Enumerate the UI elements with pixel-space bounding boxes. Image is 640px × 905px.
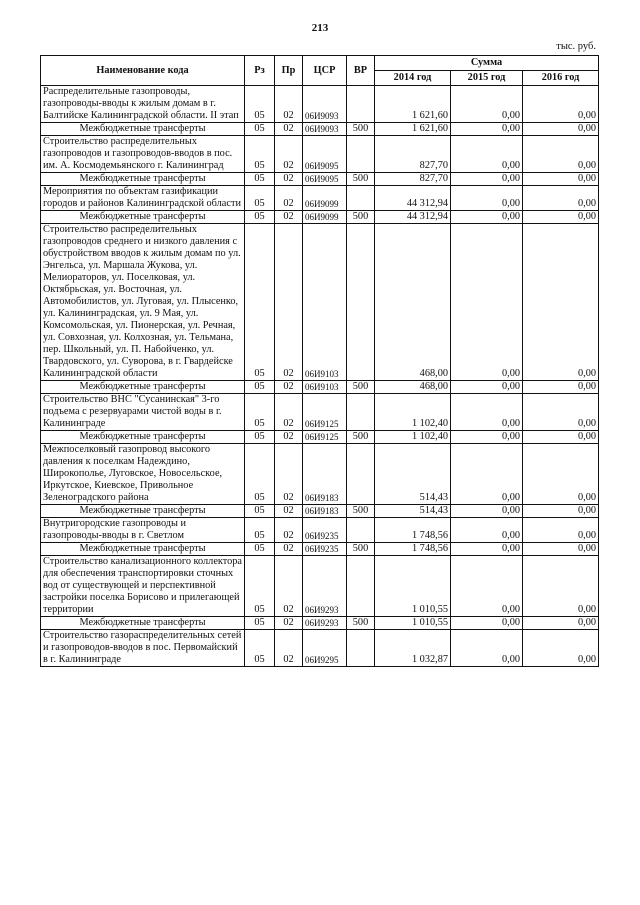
unit-label: тыс. руб. — [556, 41, 596, 52]
cell-vr — [347, 86, 375, 123]
cell-y2014: 1 748,56 — [375, 543, 451, 556]
cell-y2015: 0,00 — [451, 381, 523, 394]
header-sum: Сумма — [375, 56, 599, 71]
cell-vr: 500 — [347, 123, 375, 136]
cell-y2015: 0,00 — [451, 173, 523, 186]
cell-csr: 06И9103 — [303, 224, 347, 381]
cell-y2016: 0,00 — [523, 123, 599, 136]
cell-vr — [347, 136, 375, 173]
table-row — [41, 444, 599, 505]
cell-y2015: 0,00 — [451, 556, 523, 617]
cell-y2014: 827,70 — [375, 173, 451, 186]
cell-vr: 500 — [347, 543, 375, 556]
cell-y2015: 0,00 — [451, 186, 523, 211]
cell-csr: 06И9099 — [303, 211, 347, 224]
header-rz: Рз — [245, 56, 275, 86]
cell-rz: 05 — [245, 86, 275, 123]
cell-csr: 06И9095 — [303, 136, 347, 173]
table-row — [41, 136, 599, 173]
table-body — [41, 86, 599, 667]
cell-y2014: 514,43 — [375, 444, 451, 505]
cell-y2014: 1 621,60 — [375, 86, 451, 123]
cell-csr: 06И9293 — [303, 617, 347, 630]
header-csr: ЦСР — [303, 56, 347, 86]
cell-csr: 06И9183 — [303, 505, 347, 518]
cell-pr: 02 — [275, 630, 303, 667]
cell-csr: 06И9125 — [303, 394, 347, 431]
cell-name: Внутригородские газопроводы и газопроводы-вводы в г. Светлом — [41, 518, 245, 543]
cell-csr: 06И9293 — [303, 556, 347, 617]
budget-table — [40, 55, 599, 667]
cell-name: Мероприятия по объектам газификации городов и районов Калининградской области — [41, 186, 245, 211]
cell-pr: 02 — [275, 543, 303, 556]
cell-vr: 500 — [347, 505, 375, 518]
cell-vr — [347, 444, 375, 505]
cell-vr: 500 — [347, 617, 375, 630]
cell-y2014: 1 010,55 — [375, 617, 451, 630]
cell-y2015: 0,00 — [451, 86, 523, 123]
cell-name: Строительство распределительных газопроводов среднего и низкого давления с обустройством вводов к жилым домам по ул. Энгельса, ул. Маршала Жукова, ул. Мелиораторов, ул. Поселковая, ул. Октябрьская, ул. Восточная, ул. Автомобилистов, ул. Луговая, ул. Плысенко, ул. Калининградская, ул. 9 Мая, ул. Комсомольская, ул. Пионерская, ул. Речная, ул. Совхозная, ул. Колхозная, ул. Тельмана, пер. Школьный, ул. П. Набойченко, ул. Твардовского, ул. Суворова, в г. Гвардейске Калининградской области — [41, 224, 245, 381]
cell-csr: 06И9093 — [303, 86, 347, 123]
header-year-2015: 2015 год — [451, 71, 523, 86]
cell-y2016: 0,00 — [523, 505, 599, 518]
header-vr: ВР — [347, 56, 375, 86]
cell-y2016: 0,00 — [523, 211, 599, 224]
cell-vr — [347, 394, 375, 431]
cell-y2016: 0,00 — [523, 186, 599, 211]
cell-pr: 02 — [275, 394, 303, 431]
cell-vr: 500 — [347, 381, 375, 394]
header-pr: Пр — [275, 56, 303, 86]
cell-y2014: 1 748,56 — [375, 518, 451, 543]
table-row — [41, 617, 599, 630]
table-row — [41, 394, 599, 431]
cell-rz: 05 — [245, 173, 275, 186]
cell-vr: 500 — [347, 211, 375, 224]
cell-rz: 05 — [245, 136, 275, 173]
cell-rz: 05 — [245, 186, 275, 211]
cell-csr: 06И9093 — [303, 123, 347, 136]
cell-vr: 500 — [347, 173, 375, 186]
cell-vr — [347, 186, 375, 211]
cell-pr: 02 — [275, 381, 303, 394]
cell-y2015: 0,00 — [451, 505, 523, 518]
cell-pr: 02 — [275, 136, 303, 173]
cell-name: Межбюджетные трансферты — [41, 211, 245, 224]
cell-pr: 02 — [275, 518, 303, 543]
cell-y2015: 0,00 — [451, 518, 523, 543]
cell-y2014: 1 032,87 — [375, 630, 451, 667]
table-row — [41, 224, 599, 381]
cell-csr: 06И9125 — [303, 431, 347, 444]
cell-y2014: 827,70 — [375, 136, 451, 173]
cell-rz: 05 — [245, 630, 275, 667]
cell-csr: 06И9103 — [303, 381, 347, 394]
cell-y2016: 0,00 — [523, 224, 599, 381]
cell-csr: 06И9095 — [303, 173, 347, 186]
cell-y2016: 0,00 — [523, 381, 599, 394]
table-row — [41, 556, 599, 617]
cell-y2014: 468,00 — [375, 381, 451, 394]
cell-csr: 06И9099 — [303, 186, 347, 211]
cell-y2016: 0,00 — [523, 86, 599, 123]
cell-rz: 05 — [245, 394, 275, 431]
cell-pr: 02 — [275, 186, 303, 211]
cell-y2016: 0,00 — [523, 543, 599, 556]
cell-y2014: 1 102,40 — [375, 431, 451, 444]
cell-vr — [347, 224, 375, 381]
cell-vr — [347, 518, 375, 543]
cell-y2016: 0,00 — [523, 617, 599, 630]
cell-y2016: 0,00 — [523, 630, 599, 667]
cell-rz: 05 — [245, 381, 275, 394]
cell-y2015: 0,00 — [451, 543, 523, 556]
cell-name: Межбюджетные трансферты — [41, 123, 245, 136]
cell-vr — [347, 630, 375, 667]
cell-y2015: 0,00 — [451, 431, 523, 444]
cell-csr: 06И9235 — [303, 518, 347, 543]
cell-pr: 02 — [275, 444, 303, 505]
cell-rz: 05 — [245, 224, 275, 381]
cell-name: Межбюджетные трансферты — [41, 381, 245, 394]
cell-csr: 06И9295 — [303, 630, 347, 667]
cell-y2015: 0,00 — [451, 224, 523, 381]
cell-csr: 06И9235 — [303, 543, 347, 556]
table-row — [41, 518, 599, 543]
cell-vr: 500 — [347, 431, 375, 444]
cell-pr: 02 — [275, 505, 303, 518]
cell-y2015: 0,00 — [451, 394, 523, 431]
cell-pr: 02 — [275, 86, 303, 123]
cell-y2015: 0,00 — [451, 630, 523, 667]
table-row — [41, 173, 599, 186]
cell-rz: 05 — [245, 431, 275, 444]
cell-pr: 02 — [275, 556, 303, 617]
cell-name: Распределительные газопроводы, газопроводы-вводы к жилым домам в г. Балтийске Калининградской области. II этап — [41, 86, 245, 123]
table-row — [41, 381, 599, 394]
table-row — [41, 186, 599, 211]
table-row — [41, 431, 599, 444]
table-row — [41, 123, 599, 136]
cell-y2016: 0,00 — [523, 556, 599, 617]
cell-name: Межбюджетные трансферты — [41, 173, 245, 186]
cell-y2014: 468,00 — [375, 224, 451, 381]
header-year-2016: 2016 год — [523, 71, 599, 86]
cell-y2016: 0,00 — [523, 394, 599, 431]
cell-rz: 05 — [245, 444, 275, 505]
cell-y2016: 0,00 — [523, 173, 599, 186]
table-row — [41, 630, 599, 667]
table-row — [41, 505, 599, 518]
page-number: 213 — [311, 22, 329, 34]
cell-name: Строительство ВНС "Сусанинская" 3-го подъема с резервуарами чистой воды в г. Калининграде — [41, 394, 245, 431]
cell-rz: 05 — [245, 505, 275, 518]
cell-name: Межбюджетные трансферты — [41, 617, 245, 630]
cell-name: Строительство газораспределительных сетей и газопроводов-вводов в пос. Первомайский в г. Калининграде — [41, 630, 245, 667]
cell-pr: 02 — [275, 617, 303, 630]
cell-y2014: 1 010,55 — [375, 556, 451, 617]
table-row — [41, 211, 599, 224]
cell-rz: 05 — [245, 518, 275, 543]
cell-y2015: 0,00 — [451, 617, 523, 630]
cell-y2016: 0,00 — [523, 431, 599, 444]
cell-y2014: 514,43 — [375, 505, 451, 518]
cell-y2016: 0,00 — [523, 518, 599, 543]
cell-pr: 02 — [275, 224, 303, 381]
cell-pr: 02 — [275, 211, 303, 224]
cell-pr: 02 — [275, 431, 303, 444]
cell-y2014: 1 102,40 — [375, 394, 451, 431]
cell-pr: 02 — [275, 123, 303, 136]
cell-y2014: 44 312,94 — [375, 186, 451, 211]
cell-name: Строительство канализационного коллектора для обеспечения транспортировки сточных вод от существующей и перспективной застройки поселка Борисово и прилегающей территории — [41, 556, 245, 617]
header-name: Наименование кода — [41, 56, 245, 86]
cell-csr: 06И9183 — [303, 444, 347, 505]
table-row — [41, 86, 599, 123]
cell-y2014: 1 621,60 — [375, 123, 451, 136]
cell-y2014: 44 312,94 — [375, 211, 451, 224]
cell-rz: 05 — [245, 556, 275, 617]
cell-y2016: 0,00 — [523, 136, 599, 173]
cell-y2015: 0,00 — [451, 123, 523, 136]
cell-rz: 05 — [245, 211, 275, 224]
cell-rz: 05 — [245, 543, 275, 556]
cell-rz: 05 — [245, 617, 275, 630]
cell-rz: 05 — [245, 123, 275, 136]
cell-name: Межпоселковый газопровод высокого давления к поселкам Надеждино, Широкополье, Луговское, Новосельское, Иркутское, Киевское, Привольное Зеленоградского района — [41, 444, 245, 505]
cell-y2016: 0,00 — [523, 444, 599, 505]
cell-y2015: 0,00 — [451, 444, 523, 505]
table-row — [41, 543, 599, 556]
header-year-2014: 2014 год — [375, 71, 451, 86]
cell-y2015: 0,00 — [451, 136, 523, 173]
cell-name: Межбюджетные трансферты — [41, 505, 245, 518]
cell-y2015: 0,00 — [451, 211, 523, 224]
cell-pr: 02 — [275, 173, 303, 186]
cell-name: Межбюджетные трансферты — [41, 431, 245, 444]
cell-name: Межбюджетные трансферты — [41, 543, 245, 556]
cell-name: Строительство распределительных газопроводов и газопроводов-вводов в пос. им. А. Космодемьянского г. Калининград — [41, 136, 245, 173]
cell-vr — [347, 556, 375, 617]
